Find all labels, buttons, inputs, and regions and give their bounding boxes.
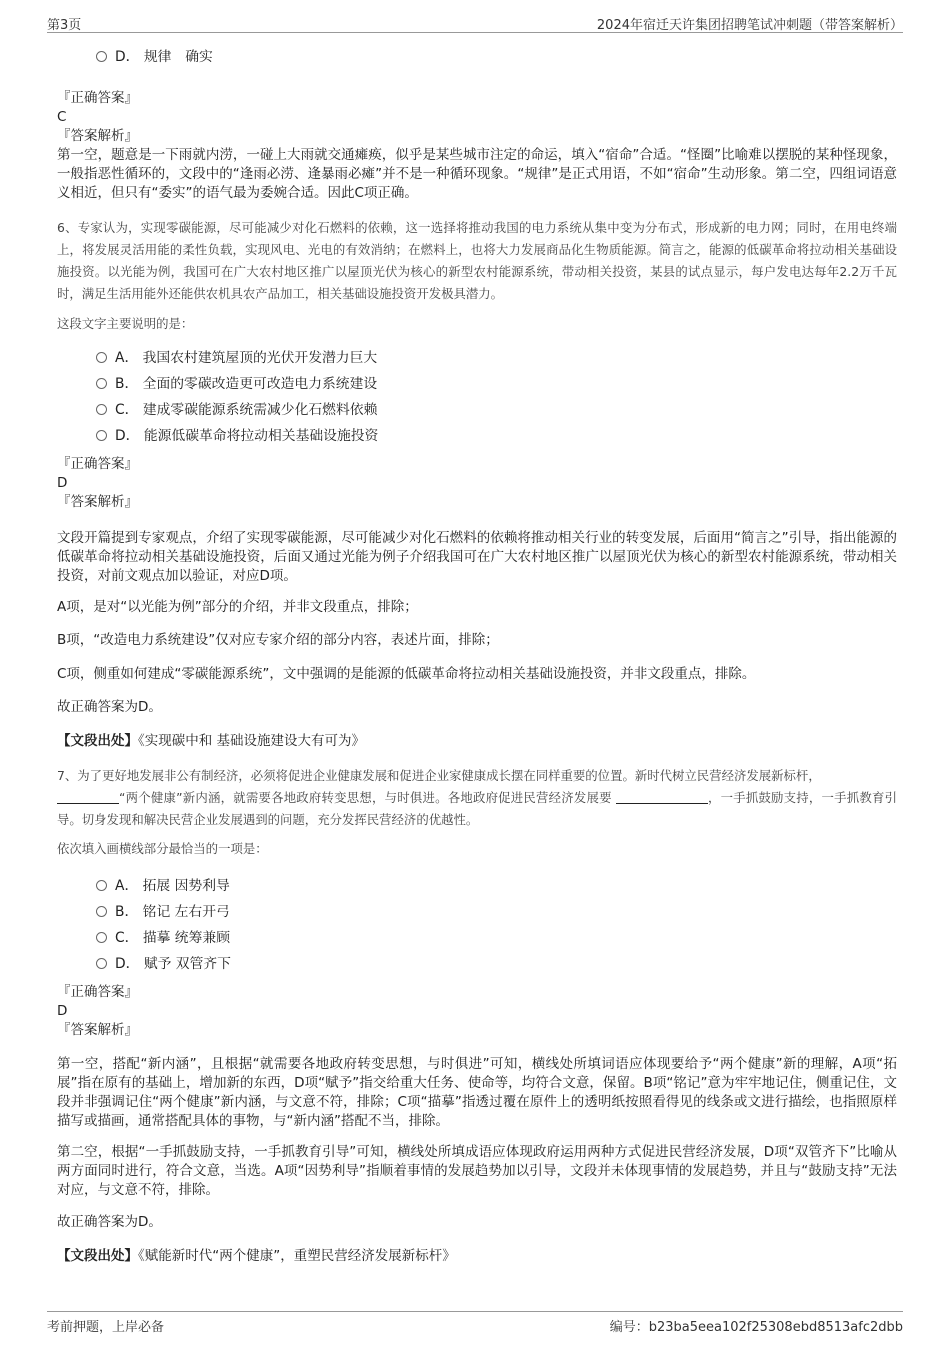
q7-option-c[interactable] — [96, 928, 230, 948]
answer-label: 『正确答案』 — [57, 90, 138, 106]
code-value: b23ba5eea102f25308ebd8513afc2dbb — [648, 1320, 903, 1335]
q7-prompt — [57, 838, 897, 860]
q6-analysis-1 — [57, 529, 897, 586]
answer-value: D — [57, 1003, 68, 1019]
question-prompt: 依次填入画横线部分最恰当的一项是： — [57, 841, 268, 856]
option-letter: D． — [115, 49, 140, 65]
analysis-text: 第一空，题意是一下雨就内涝，一碰上大雨就交通瘫痪，似乎是某些城市注定的命运，填入“宿命”合适。“怪圈”比喻难以摆脱的某种怪现象，一般指恶性循环的，文段中的“逢雨必涝、逢暴雨必瘫”并不是一种循环现象。“规律”是正式用语，不如“宿命”生动形象。第二空，四组词语意义相近，但只有“委实”的语气最为委婉合适。因此C项正确。 — [57, 147, 897, 201]
radio-icon[interactable] — [96, 352, 107, 363]
q6-analysis-4 — [57, 665, 897, 684]
radio-icon[interactable] — [96, 378, 107, 389]
q7-source — [57, 1247, 897, 1266]
q6-option-b[interactable] — [96, 374, 377, 394]
analysis-paragraph: B项，“改造电力系统建设”仅对应专家介绍的部分内容，表述片面，排除； — [57, 632, 499, 648]
analysis-paragraph: 第一空，搭配“新内涵”，且根据“就需要各地政府转变思想，与时俱进”可知，横线处所填词语应体现要给予“两个健康”新的理解，A项“拓展”指在原有的基础上，增加新的东西，D项“赋予”指交给重大任务、使命等，均符合文意，保留。B项“铭记”意为牢牢地记住，侧重记住，文段并非强调记住“两个健康”新内涵，与文意不符，排除；C项“描摹”指透过覆在原件上的透明纸按照看得见的线条或文进行描绘，也指照原样描写或描画，通常搭配具体的事物，与“新内涵”搭配不当，排除。 — [57, 1056, 897, 1129]
source-label: 【文段出处】 — [57, 733, 138, 749]
q6-option-a[interactable] — [96, 348, 377, 368]
option-text: 全面的零碳改造更可改造电力系统建设 — [142, 376, 378, 392]
q7-analysis-2 — [57, 1143, 897, 1200]
footer-motto: 考前押题，上岸必备 — [47, 1320, 165, 1335]
option-letter: D． — [115, 428, 140, 444]
option-letter: A． — [115, 350, 139, 366]
analysis-paragraph: 第二空，根据“一手抓鼓励支持，一手抓教育引导”可知，横线处所填成语应体现政府运用两种方式促进民营经济发展，D项“双管齐下”比喻从两方面同时进行，符合文意，当选。A项“因势利导”指顺着事情的发展趋势加以引导，文段并未体现事情的发展趋势，并且与“鼓励支持”无法对应，与文意不符，排除。 — [57, 1144, 897, 1198]
source-text: 《实现碳中和 基础设施建设大有可为》 — [138, 733, 366, 749]
answer-label: 『正确答案』 — [57, 456, 138, 472]
answer-value: D — [57, 475, 68, 491]
option-text: 建成零碳能源系统需减少化石燃料依赖 — [142, 402, 378, 418]
radio-icon[interactable] — [96, 880, 107, 891]
q7-answer-block — [57, 983, 897, 1040]
radio-icon[interactable] — [96, 958, 107, 969]
q5-answer-block — [57, 89, 897, 203]
option-letter: B． — [115, 904, 139, 920]
radio-icon[interactable] — [96, 906, 107, 917]
source-label: 【文段出处】 — [57, 1248, 138, 1264]
stem-part-2: “两个健康”新内涵，就需要各地政府转变思想，与时俱进。各地政府促进民营经济发展要 — [119, 790, 612, 805]
analysis-paragraph: 文段开篇提到专家观点，介绍了实现零碳能源，尽可能减少对化石燃料的依赖将推动相关行业的转变发展，后面用“简言之”引导，指出能源的低碳革命将拉动相关基础设施投资，后面又通过光能为例子介绍我国可在广大农村地区推广以屋顶光伏为核心的新型农村能源系统，带动相关投资，对前文观点加以验证，对应D项。 — [57, 530, 897, 584]
q6-option-d[interactable] — [96, 426, 378, 446]
q6-source — [57, 732, 897, 751]
q7-option-d[interactable] — [96, 954, 231, 974]
blank-1 — [57, 791, 119, 804]
page-footer — [47, 1311, 903, 1336]
stem-part-3: ，一手抓鼓励支持，一手抓教育引导。切身发现和解决民营企业发展遇到的问题，充分发挥民营经济的优越性。 — [57, 790, 898, 827]
q7-analysis-3 — [57, 1213, 897, 1232]
code-label: 编号： — [609, 1320, 649, 1335]
analysis-label: 『答案解析』 — [57, 128, 138, 144]
answer-value: C — [57, 109, 67, 125]
analysis-label: 『答案解析』 — [57, 494, 138, 510]
question-stem: 6、专家认为，实现零碳能源，尽可能减少对化石燃料的依赖，这一选择将推动我国的电力系统从集中变为分布式，形成新的电力网；同时，在用电终端上，将发展灵活用能的柔性负载，实现风电、光电的有效消纳；在燃料上，也将大力发展商品化生物质能源。简言之，能源的低碳革命将拉动相关基础设施投资。以光能为例，我国可在广大农村地区推广以屋顶光伏为核心的新型农村能源系统，带动相关投资，某县的试点显示，每户发电达每年2.2万千瓦时，满足生活用能外还能供农机具农产品加工，相关基础设施投资开发极具潜力。 — [57, 220, 897, 301]
answer-label: 『正确答案』 — [57, 984, 138, 1000]
option-text: 描摹 统筹兼顾 — [142, 930, 230, 946]
option-text: 拓展 因势利导 — [142, 878, 230, 894]
option-text: 规律 确实 — [143, 49, 213, 65]
radio-icon[interactable] — [96, 932, 107, 943]
analysis-paragraph: 故正确答案为D。 — [57, 1214, 162, 1230]
page-number: 第3页 — [47, 18, 82, 33]
option-text: 我国农村建筑屋顶的光伏开发潜力巨大 — [142, 350, 378, 366]
q6-answer-block — [57, 455, 897, 512]
source-text: 《赋能新时代“两个健康”，重塑民营经济发展新标杆》 — [138, 1248, 456, 1264]
q6-prompt — [57, 313, 897, 335]
radio-icon[interactable] — [96, 51, 107, 62]
q7-option-b[interactable] — [96, 902, 230, 922]
q6-analysis-5 — [57, 698, 897, 717]
document-title: 2024年宿迁天许集团招聘笔试冲刺题（带答案解析） — [596, 18, 903, 33]
radio-icon[interactable] — [96, 404, 107, 415]
option-letter: C． — [115, 402, 139, 418]
analysis-label: 『答案解析』 — [57, 1022, 138, 1038]
q7-stem — [57, 765, 897, 831]
option-letter: A． — [115, 878, 139, 894]
q6-analysis-3 — [57, 631, 897, 650]
option-text: 铭记 左右开弓 — [142, 904, 230, 920]
option-letter: D． — [115, 956, 140, 972]
page-header — [47, 12, 903, 33]
q6-stem — [57, 217, 897, 305]
option-text: 赋予 双管齐下 — [143, 956, 231, 972]
q6-option-c[interactable] — [96, 400, 377, 420]
analysis-paragraph: A项，是对“以光能为例”部分的介绍，并非文段重点，排除； — [57, 599, 418, 615]
analysis-paragraph: C项，侧重如何建成“零碳能源系统”，文中强调的是能源的低碳革命将拉动相关基础设施投资，并非文段重点，排除。 — [57, 666, 756, 682]
q7-analysis-1 — [57, 1055, 897, 1131]
question-prompt: 这段文字主要说明的是： — [57, 316, 194, 331]
option-text: 能源低碳革命将拉动相关基础设施投资 — [143, 428, 379, 444]
radio-icon[interactable] — [96, 430, 107, 441]
option-letter: B． — [115, 376, 139, 392]
blank-2 — [616, 791, 708, 804]
document-code — [610, 1316, 903, 1335]
analysis-paragraph: 故正确答案为D。 — [57, 699, 162, 715]
option-letter: C． — [115, 930, 139, 946]
q6-analysis-2 — [57, 598, 897, 617]
stem-part-1: 7、为了更好地发展非公有制经济，必须将促进企业健康发展和促进企业家健康成长摆在同样重要的位置。新时代树立民营经济发展新标杆， — [57, 768, 821, 783]
q5-option-d[interactable] — [96, 47, 213, 67]
q7-option-a[interactable] — [96, 876, 230, 896]
